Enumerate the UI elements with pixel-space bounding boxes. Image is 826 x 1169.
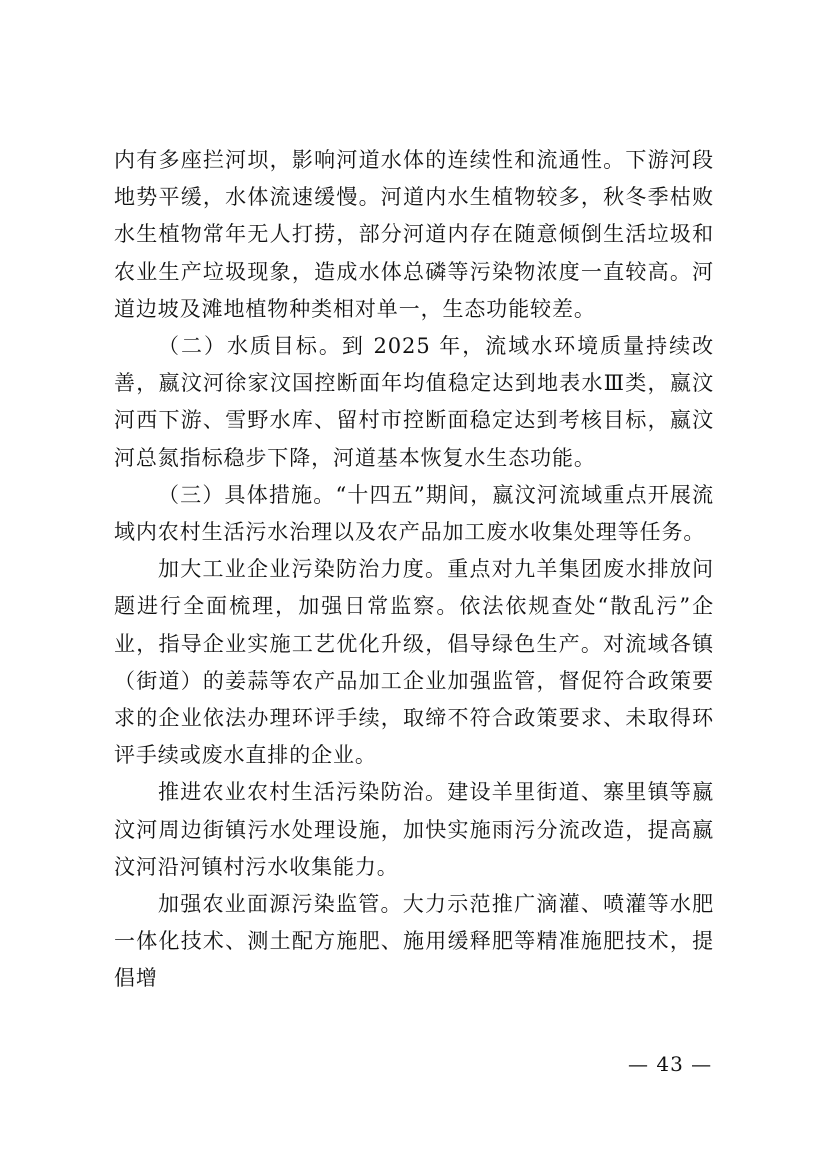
body-text	[114, 142, 714, 998]
paragraph-river-condition: 内有多座拦河坝，影响河道水体的连续性和流通性。下游河段地势平缓，水体流速缓慢。河道内水生植物较多，秋冬季枯败水生植物常年无人打捞，部分河道内存在随意倾倒生活垃圾和农业生产垃圾现象，造成水体总磷等污染物浓度一直较高。河道边坡及滩地植物种类相对单一，生态功能较差。	[114, 148, 714, 321]
paragraph-specific-measures: （三）具体措施。“十四五”期间，嬴汶河流域重点开展流域内农村生活污水治理以及农产品加工废水收集处理等任务。	[114, 482, 714, 545]
paragraph-industrial-pollution: 加大工业企业污染防治力度。重点对九羊集团废水排放问题进行全面梳理，加强日常监察。依法依规查处“散乱污”企业，指导企业实施工艺优化升级，倡导绿色生产。对流域各镇（街道）的姜蒜等农产品加工企业加强监管，督促符合政策要求的企业依法办理环评手续，取缔不符合政策要求、未取得环评手续或废水直排的企业。	[114, 557, 714, 768]
paragraph-rural-pollution: 推进农业农村生活污染防治。建设羊里街道、寨里镇等嬴汶河周边街镇污水处理设施，加快实施雨污分流改造，提高嬴汶河沿河镇村污水收集能力。	[114, 780, 714, 879]
page-number: — 43 —	[628, 1052, 713, 1076]
paragraph-water-quality-target: （二）水质目标。到 2025 年，流域水环境质量持续改善，嬴汶河徐家汶国控断面年均值稳定达到地表水Ⅲ类，嬴汶河西下游、雪野水库、留村市控断面稳定达到考核目标，嬴汶河总氮指标稳步下降，河道基本恢复水生态功能。	[114, 334, 714, 470]
paragraph-agricultural-nonpoint: 加强农业面源污染监管。大力示范推广滴灌、喷灌等水肥一体化技术、测土配方施肥、施用缓释肥等精准施肥技术，提倡增	[114, 892, 714, 991]
